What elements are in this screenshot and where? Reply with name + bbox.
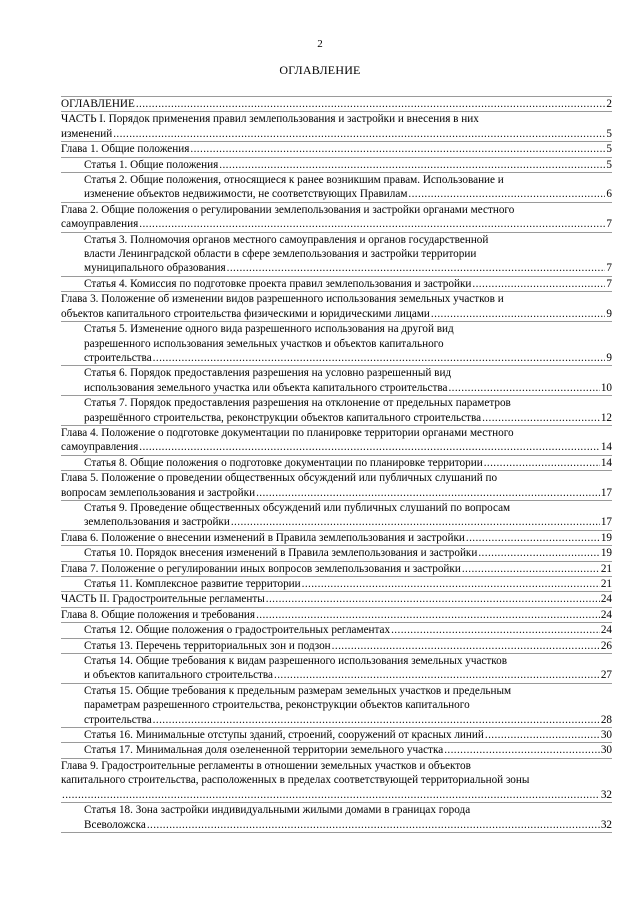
toc-page-number: 2 [606, 98, 612, 110]
dot-leader [62, 788, 600, 802]
toc-page-number: 10 [600, 381, 612, 394]
toc-page-number: 21 [600, 562, 612, 575]
toc-entry-text-line: Статья 5. Изменение одного вида разрешенного использования на другой вид [84, 323, 454, 336]
toc-entry-text-line: Статья 9. Проведение общественных обсуждений или публичных слушаний по вопросам [84, 501, 511, 514]
toc-entry-article[interactable] [61, 322, 612, 366]
toc-page-number: 32 [600, 788, 612, 801]
dot-leader [408, 187, 605, 201]
toc-entry-text-line: Глава 9. Градостроительные регламенты в отношении земельных участков и объектов [61, 759, 471, 772]
toc-page-number: 30 [600, 744, 612, 757]
toc-entry-chapter[interactable] [61, 471, 612, 501]
toc-entry-title: объектов капитального строительства физическими и юридическими лицами [61, 307, 430, 320]
toc-page-number: 24 [600, 593, 612, 606]
toc-entry-title: Всеволожска [84, 818, 146, 831]
dot-leader [139, 440, 600, 454]
toc-entry-chapter[interactable] [61, 203, 612, 233]
toc-entry-article[interactable] [61, 277, 612, 292]
toc-entry-text-line: ЧАСТЬ I. Порядок применения правил землепользования и застройки и внесения в них [61, 113, 479, 126]
toc-entry-title: Статья 11. Комплексное развитие территории [84, 578, 301, 590]
toc-entry-title: Статья 12. Общие положения о градостроительных регламентах [84, 624, 391, 637]
page-number: 2 [317, 38, 323, 50]
toc-entry-chapter[interactable] [61, 96, 612, 112]
toc-page-number: 24 [600, 624, 612, 637]
toc-page-number: 24 [600, 608, 612, 621]
toc-entry-title: Статья 13. Перечень территориальных зон и подзон [84, 639, 331, 652]
toc-entry-text-line: Статья 3. Полномочия органов местного самоуправления и органов государственной [84, 233, 489, 246]
dot-leader [136, 97, 606, 111]
toc-page-number: 28 [600, 713, 612, 726]
dot-leader [431, 307, 605, 321]
toc-entry-article[interactable] [61, 233, 612, 277]
toc-page-number: 14 [600, 456, 612, 469]
dot-leader [462, 562, 600, 576]
toc-entry-title: самоуправления [61, 441, 139, 454]
toc-entry-text-line: власти Ленинградской области в сфере землепользования и застройки территории [84, 248, 477, 261]
dot-leader [147, 818, 600, 832]
dot-leader [256, 608, 600, 622]
toc-page-number: 21 [600, 578, 612, 590]
dot-leader [190, 142, 605, 156]
toc-entry-title: строительства [84, 351, 152, 364]
dot-leader [482, 411, 600, 425]
toc-page-number: 6 [606, 188, 612, 201]
dot-leader [227, 261, 606, 275]
toc-entry-article[interactable] [61, 501, 612, 531]
toc-page-number: 27 [600, 669, 612, 682]
toc-entry-article[interactable] [61, 728, 612, 743]
toc-entry-chapter[interactable] [61, 292, 612, 322]
toc-page-number: 7 [606, 262, 612, 275]
dot-leader [391, 623, 600, 637]
dot-leader [484, 456, 600, 470]
toc-entry-title: изменение объектов недвижимости, не соответствующих Правилам [84, 188, 408, 201]
toc-entry-title: ОГЛАВЛЕНИЕ [61, 98, 135, 110]
toc-entry-text-line: Статья 6. Порядок предоставления разрешения на условно разрешенный вид [84, 367, 452, 380]
dot-leader [478, 546, 599, 560]
toc-entry-title: строительства [84, 713, 152, 726]
dot-leader [153, 351, 606, 365]
toc-page-number: 17 [600, 486, 612, 499]
toc-entry-text-line: Глава 4. Положение о подготовке документации по планировке территории органами местного [61, 426, 514, 439]
toc-page-number: 17 [600, 516, 612, 529]
dot-leader [113, 127, 605, 141]
toc-page-number: 12 [600, 411, 612, 424]
toc-entry-title: Глава 8. Общие положения и требования [61, 608, 256, 621]
toc-entry-article[interactable] [61, 803, 612, 833]
toc-entry-text-line: разрешенного использования земельных участков и объектов капитального [84, 337, 444, 350]
toc-page-number: 32 [600, 818, 612, 831]
toc-entry-article[interactable] [61, 654, 612, 684]
dot-leader [139, 217, 605, 231]
dot-leader [231, 515, 600, 529]
toc-title: ОГЛАВЛЕНИЕ [279, 63, 361, 77]
toc-entry-title: Статья 17. Минимальная доля озелененной территории земельного участка [84, 744, 444, 757]
dot-leader [448, 381, 599, 395]
toc-entry-text-line: Глава 2. Общие положения о регулировании землепользования и застройки органами местного [61, 203, 515, 216]
dot-leader [485, 728, 600, 742]
dot-leader [444, 743, 600, 757]
toc-entry-chapter[interactable] [61, 592, 612, 607]
toc-entry-text-line: Статья 2. Общие положения, относящиеся к ранее возникшим правам. Использование и [84, 174, 504, 187]
toc-entry-article[interactable] [61, 366, 612, 396]
dot-leader [219, 158, 605, 172]
toc-entry-article[interactable] [61, 456, 612, 471]
toc-entry-article[interactable] [61, 684, 612, 728]
toc-entry-text-line: Глава 3. Положение об изменении видов разрешенного использования земельных участков и [61, 293, 504, 306]
toc-entry-title: Статья 16. Минимальные отступы зданий, строений, сооружений от красных линий [84, 729, 484, 742]
toc-entry-chapter[interactable] [61, 142, 612, 157]
toc-page-number: 26 [600, 639, 612, 652]
toc-entry-title: самоуправления [61, 218, 139, 231]
toc-entry-title: ЧАСТЬ II. Градостроительные регламенты [61, 593, 265, 606]
toc-entry-text-line: капитального строительства, расположенных в пределах соответствующей территориальной зоны [61, 774, 530, 787]
toc-page-number: 7 [606, 277, 612, 290]
toc-entry-title: землепользования и застройки [84, 516, 230, 529]
toc-entry-title: муниципального образования [84, 262, 226, 275]
toc-page-number: 9 [606, 351, 612, 364]
toc-entry-title: Статья 1. Общие положения [84, 158, 219, 171]
toc-entry-title: Статья 8. Общие положения о подготовке документации по планировке территории [84, 456, 483, 469]
toc-entry-text-line: Статья 7. Порядок предоставления разрешения на отклонение от предельных параметров [84, 397, 511, 410]
dot-leader [302, 577, 600, 591]
toc-entry-title: вопросам землепользования и застройки [61, 486, 256, 499]
toc-page-number: 5 [606, 127, 612, 140]
toc-entry-chapter[interactable] [61, 426, 612, 456]
toc-entry-title: Глава 1. Общие положения [61, 143, 190, 156]
dot-leader [332, 639, 600, 653]
dot-leader [266, 592, 600, 606]
toc-page-number: 19 [600, 547, 612, 560]
dot-leader [153, 713, 600, 727]
toc-page-number: 7 [606, 218, 612, 231]
toc-page-number: 30 [600, 729, 612, 742]
toc-entry-chapter[interactable] [61, 531, 612, 546]
toc-entry-article[interactable] [61, 158, 612, 173]
toc-entry-text-line: Статья 14. Общие требования к видам разрешенного использования земельных участков [84, 655, 508, 668]
toc-entry-title: и объектов капитального строительства [84, 669, 274, 682]
toc-entry-chapter[interactable] [61, 608, 612, 623]
toc-entry-title: Глава 6. Положение о внесении изменений в Правила землепользования и застройки [61, 531, 465, 544]
table-of-contents [61, 96, 612, 833]
toc-entry-text-line: Статья 15. Общие требования к предельным размерам земельных участков и предельным [84, 684, 512, 697]
dot-leader [472, 277, 605, 291]
toc-entry-article[interactable] [61, 396, 612, 426]
dot-leader [256, 486, 600, 500]
toc-entry-title: использования земельного участка или объекта капитального строительства [84, 381, 448, 394]
dot-leader [274, 668, 600, 682]
toc-page-number: 9 [606, 307, 612, 320]
toc-entry-article[interactable] [61, 639, 612, 654]
toc-page-number: 5 [606, 158, 612, 171]
toc-entry-article[interactable] [61, 173, 612, 203]
toc-entry-article[interactable] [61, 546, 612, 561]
toc-entry-title: Статья 10. Порядок внесения изменений в Правила землепользования и застройки [84, 547, 478, 560]
toc-entry-title: Статья 4. Комиссия по подготовке проекта правил землепользования и застройки [84, 277, 472, 290]
toc-entry-text-line: Глава 5. Положение о проведении общественных обсуждений или публичных слушаний по [61, 472, 498, 485]
toc-entry-title: изменений [61, 127, 113, 140]
toc-entry-chapter[interactable] [61, 562, 612, 577]
toc-page-number: 19 [600, 531, 612, 544]
toc-entry-chapter[interactable] [61, 759, 612, 803]
toc-entry-article[interactable] [61, 743, 612, 758]
toc-entry-text-line: Статья 18. Зона застройки индивидуальными жилыми домами в границах города [84, 804, 471, 817]
dot-leader [466, 531, 600, 545]
toc-entry-article[interactable] [61, 623, 612, 638]
toc-entry-title: разрешённого строительства, реконструкции объектов капитального строительства [84, 411, 482, 424]
toc-page-number: 14 [600, 441, 612, 454]
toc-entry-title: Глава 7. Положение о регулировании иных вопросов землепользования и застройки [61, 562, 461, 575]
toc-entry-article[interactable] [61, 577, 612, 592]
toc-entry-chapter[interactable] [61, 112, 612, 142]
toc-page-number: 5 [606, 143, 612, 156]
toc-entry-text-line: параметрам разрешенного строительства, реконструкции объектов капитального [84, 699, 470, 712]
